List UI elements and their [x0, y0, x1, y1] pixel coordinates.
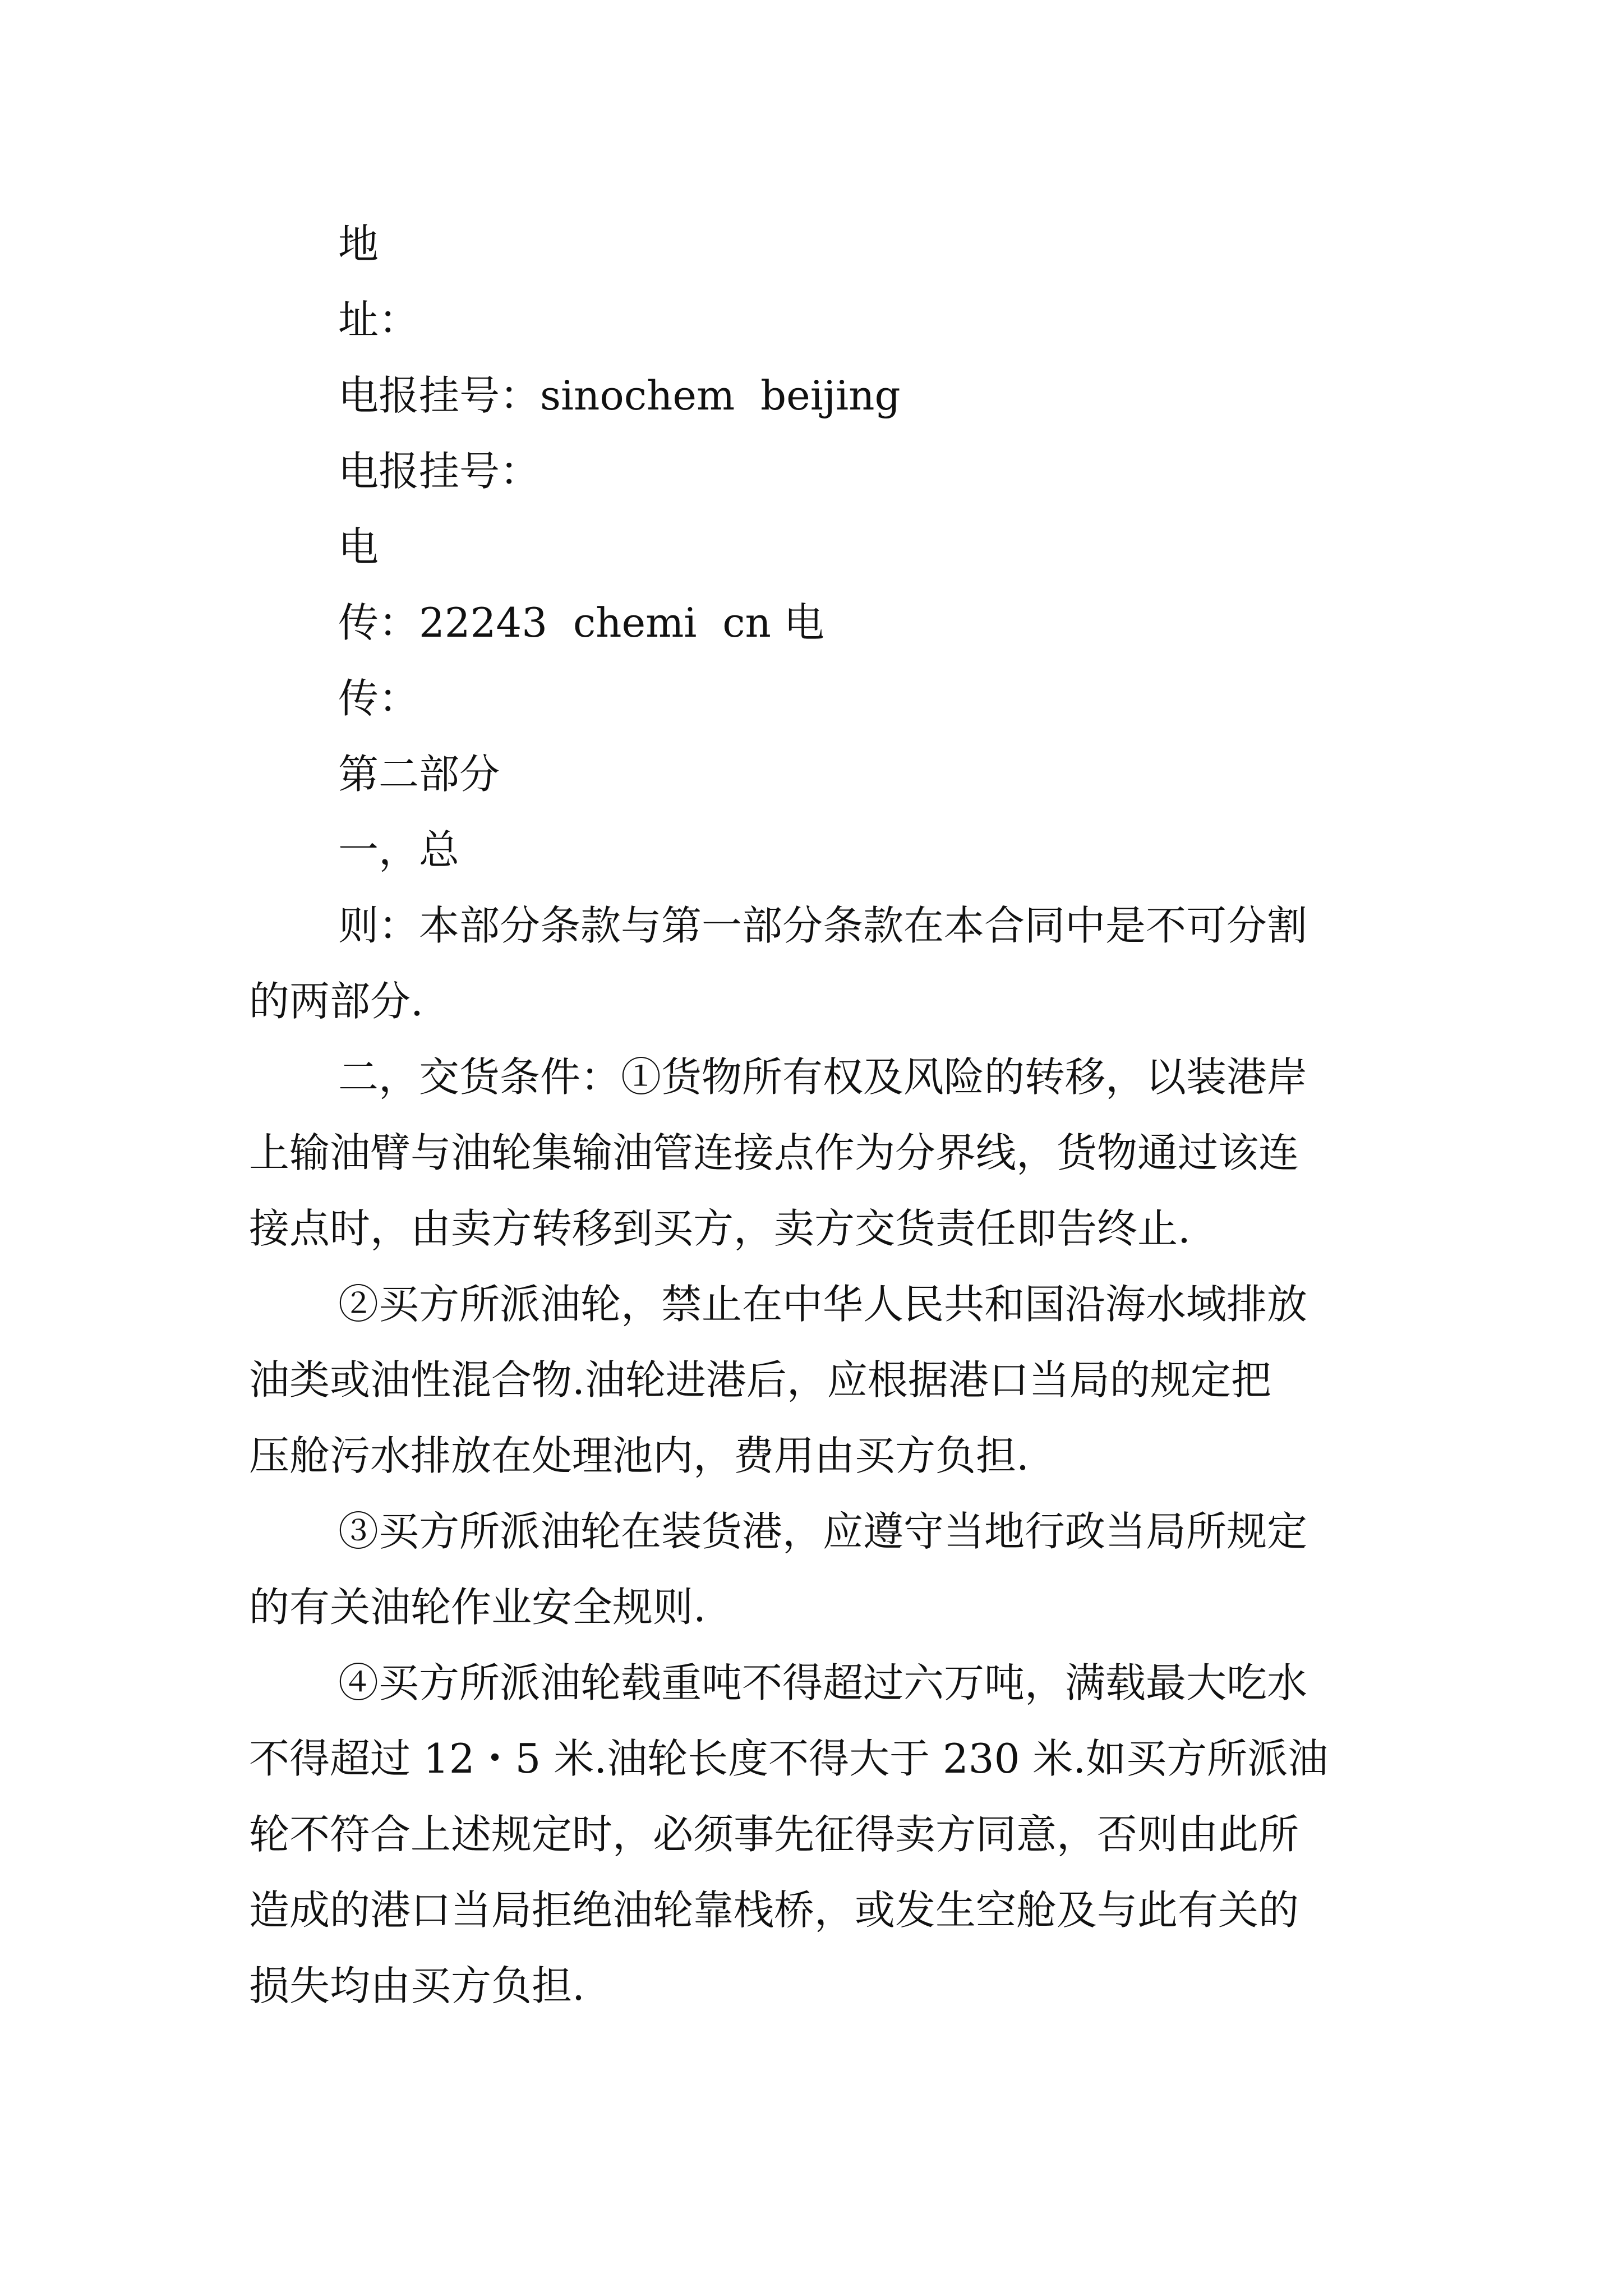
cable-address-line: 电报挂号：sinochem beijing [338, 372, 901, 419]
clause-1-text-line-1: 则：本部分条款与第一部分条款在本合同中是不可分割 [338, 902, 1308, 949]
clause-2-item-4-line-2: 不得超过 12・5 米.油轮长度不得大于 230 米.如买方所派油 [249, 1735, 1329, 1782]
address-label-part1: 地 [338, 220, 379, 268]
clause-2-item-2-line-1: ②买方所派油轮，禁止在中华人民共和国沿海水域排放 [338, 1281, 1308, 1328]
clause-1-text-line-2: 的两部分. [249, 978, 423, 1025]
clause-2-line-1: 二，交货条件：①货物所有权及风险的转移，以装港岸 [338, 1053, 1308, 1101]
clause-2-line-2: 上输油臂与油轮集输油管连接点作为分界线，货物通过该连 [249, 1129, 1299, 1176]
cable-address-label: 电报挂号： [338, 448, 541, 495]
clause-2-item-2-line-3: 压舱污水排放在处理池内，费用由买方负担. [249, 1432, 1029, 1479]
clause-2-item-3-line-2: 的有关油轮作业安全规则. [249, 1584, 706, 1631]
address-label-part2: 址： [338, 296, 419, 343]
clause-1-heading: 一，总 [338, 826, 460, 873]
clause-2-item-4-line-3: 轮不符合上述规定时，必须事先征得卖方同意，否则由此所 [249, 1811, 1299, 1858]
clause-2-item-3-line-1: ③买方所派油轮在装货港，应遵守当地行政当局所规定 [338, 1508, 1308, 1555]
telex-line: 传：22243 chemi cn 电 [338, 599, 824, 646]
section-heading: 第二部分 [338, 751, 500, 798]
clause-2-item-4-line-4: 造成的港口当局拒绝油轮靠栈桥，或发生空舱及与此有关的 [249, 1887, 1299, 1934]
clause-2-item-2-line-2: 油类或油性混合物.油轮进港后，应根据港口当局的规定把 [249, 1356, 1271, 1404]
clause-2-item-4-line-5: 损失均由买方负担. [249, 1962, 585, 2009]
telex-label-part1: 电 [338, 523, 379, 570]
clause-2-item-4-line-1: ④买方所派油轮载重吨不得超过六万吨，满载最大吃水 [338, 1659, 1308, 1706]
clause-2-line-3: 接点时，由卖方转移到买方，卖方交货责任即告终止. [249, 1205, 1191, 1252]
telex-label-part2: 传： [338, 675, 419, 722]
